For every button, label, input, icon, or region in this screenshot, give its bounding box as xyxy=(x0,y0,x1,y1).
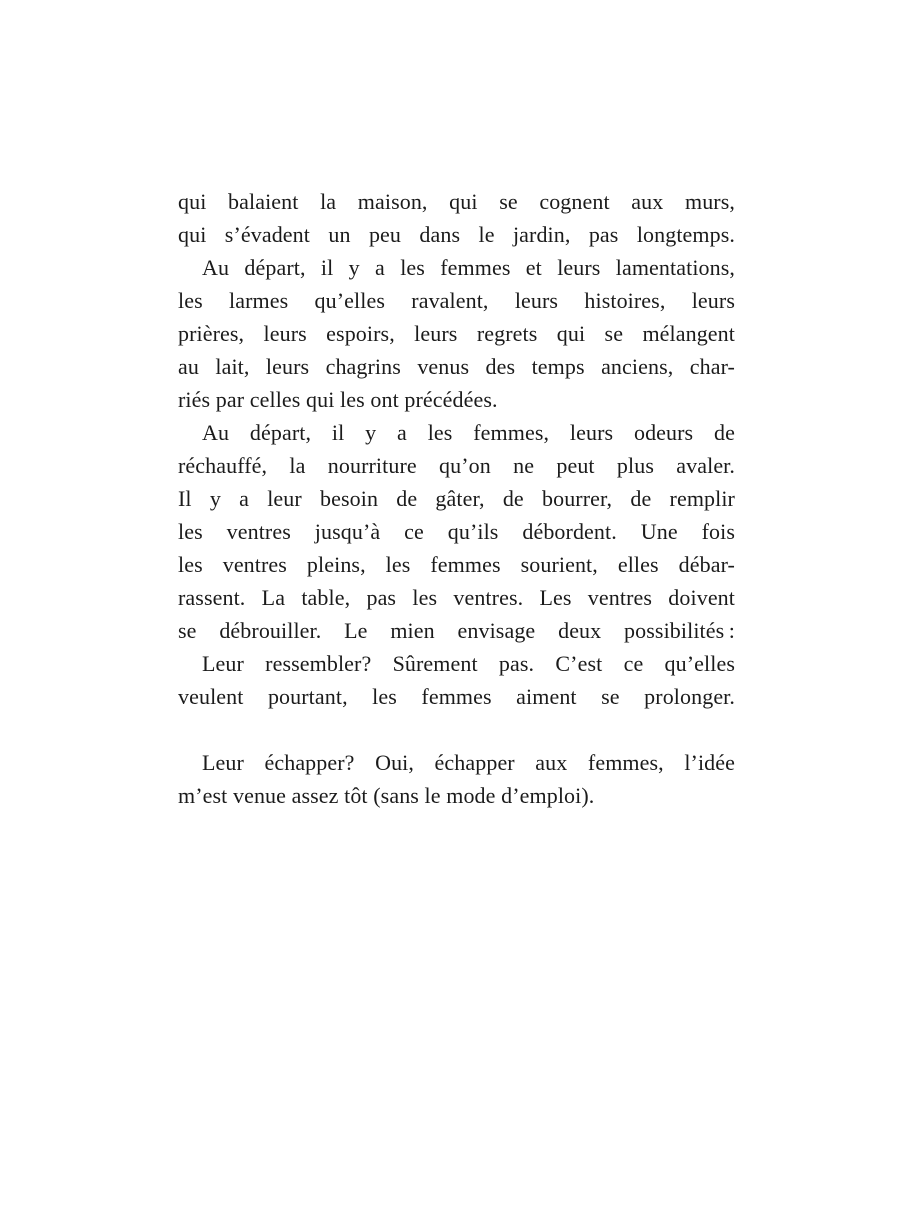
paragraph xyxy=(178,416,735,647)
text-line: au lait, leurs chagrins venus des temps anciens, char- xyxy=(178,354,735,379)
text-line: les ventres pleins, les femmes sourient, elles débar- xyxy=(178,552,735,577)
text-line: m’est venue assez tôt (sans le mode d’emploi). xyxy=(178,783,595,808)
text-line: Leur échapper? Oui, échapper aux femmes, l’idée xyxy=(202,750,735,775)
text-line: réchauffé, la nourriture qu’on ne peut plus avaler. xyxy=(178,453,735,478)
paragraph xyxy=(178,251,735,416)
text-line: qui s’évadent un peu dans le jardin, pas longtemps. xyxy=(178,222,735,247)
paragraph xyxy=(178,647,735,713)
text-line: les ventres jusqu’à ce qu’ils débordent. Une fois xyxy=(178,519,735,544)
text-line: rassent. La table, pas les ventres. Les ventres doivent xyxy=(178,585,735,610)
text-line: veulent pourtant, les femmes aiment se prolonger. xyxy=(178,684,735,709)
page-text xyxy=(178,185,735,812)
text-line: Il y a leur besoin de gâter, de bourrer, de remplir xyxy=(178,486,735,511)
text-line: Au départ, il y a les femmes, leurs odeurs de xyxy=(202,420,735,445)
text-line: qui balaient la maison, qui se cognent aux murs, xyxy=(178,189,735,214)
paragraph xyxy=(178,185,735,251)
text-line: les larmes qu’elles ravalent, leurs histoires, leurs xyxy=(178,288,735,313)
text-line: Au départ, il y a les femmes et leurs lamentations, xyxy=(202,255,735,280)
text-line: riés par celles qui les ont précédées. xyxy=(178,387,498,412)
text-line: Leur ressembler? Sûrement pas. C’est ce qu’elles xyxy=(202,651,735,676)
text-line: se débrouiller. Le mien envisage deux possibilités : xyxy=(178,618,735,643)
paragraph xyxy=(178,746,735,812)
text-line: prières, leurs espoirs, leurs regrets qui se mélangent xyxy=(178,321,735,346)
